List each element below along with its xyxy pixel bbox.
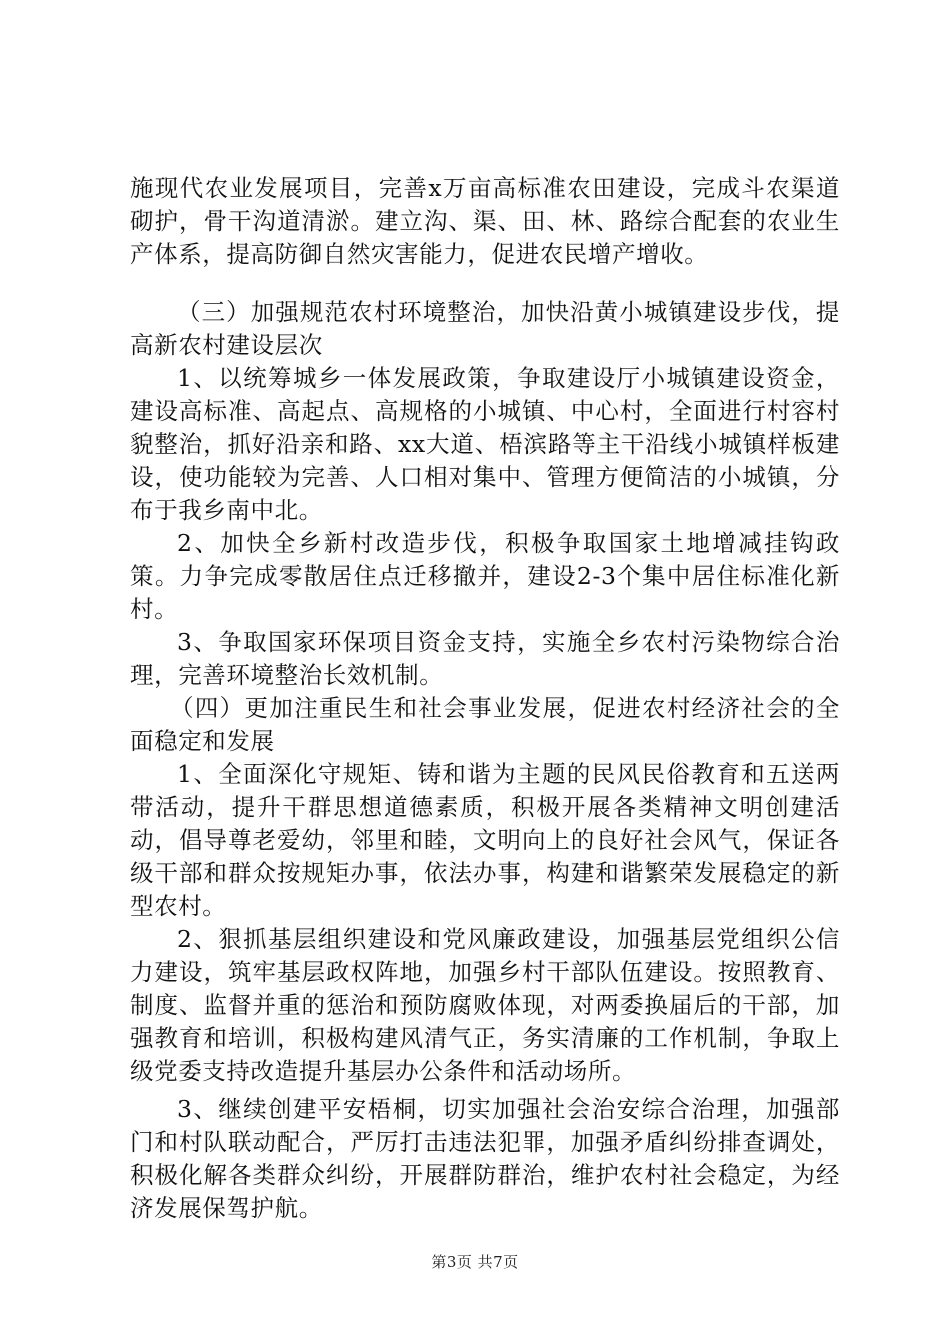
paragraph-3-2: 2、加快全乡新村改造步伐，积极争取国家土地增减挂钩政策。力争完成零散居住点迁移撤并，建设2-3个集中居住标准化新村。 — [130, 529, 840, 623]
paragraph-agriculture: 施现代农业发展项目，完善x万亩高标准农田建设，完成斗农渠道砌护，骨干沟道清淤。建立沟、渠、田、林、路综合配套的农业生产体系，提高防御自然灾害能力，促进农民增产增收。 — [130, 174, 840, 268]
paragraph-4-2: 2、狠抓基层组织建设和党风廉政建设，加强基层党组织公信力建设，筑牢基层政权阵地，加强乡村干部队伍建设。按照教育、制度、监督并重的惩治和预防腐败体现，对两委换届后的干部，加强教育和培训，积极构建风清气正，务实清廉的工作机制，争取上级党委支持改造提升基层办公条件和活动场所。 — [130, 925, 840, 1085]
paragraph-3-3: 3、争取国家环保项目资金支持，实施全乡农村污染物综合治理，完善环境整治长效机制。 — [130, 628, 840, 689]
section-heading-4: （四）更加注重民生和社会事业发展，促进农村经济社会的全面稳定和发展 — [130, 694, 840, 755]
page-footer: 第3页 共7页 — [431, 1253, 519, 1271]
paragraph-4-3: 3、继续创建平安梧桐，切实加强社会治安综合治理，加强部门和村队联动配合，严厉打击违法犯罪，加强矛盾纠纷排查调处，积极化解各类群众纠纷，开展群防群治，维护农村社会稳定，为经济发展保驾护航。 — [130, 1095, 840, 1222]
paragraph-4-1: 1、全面深化守规矩、铸和谐为主题的民风民俗教育和五送两带活动，提升干群思想道德素质，积极开展各类精神文明创建活动，倡导尊老爱幼，邻里和睦，文明向上的良好社会风气，保证各级干部和群众按规矩办事，依法办事，构建和谐繁荣发展稳定的新型农村。 — [130, 760, 840, 920]
paragraph-3-1: 1、以统筹城乡一体发展政策，争取建设厅小城镇建设资金，建设高标准、高起点、高规格的小城镇、中心村，全面进行村容村貌整治，抓好沿亲和路、xx大道、梧滨路等主干沿线小城镇样板建设，使功能较为完善、人口相对集中、管理方便简洁的小城镇，分布于我乡南中北。 — [130, 364, 840, 524]
section-heading-3: （三）加强规范农村环境整治，加快沿黄小城镇建设步伐，提高新农村建设层次 — [130, 298, 840, 359]
